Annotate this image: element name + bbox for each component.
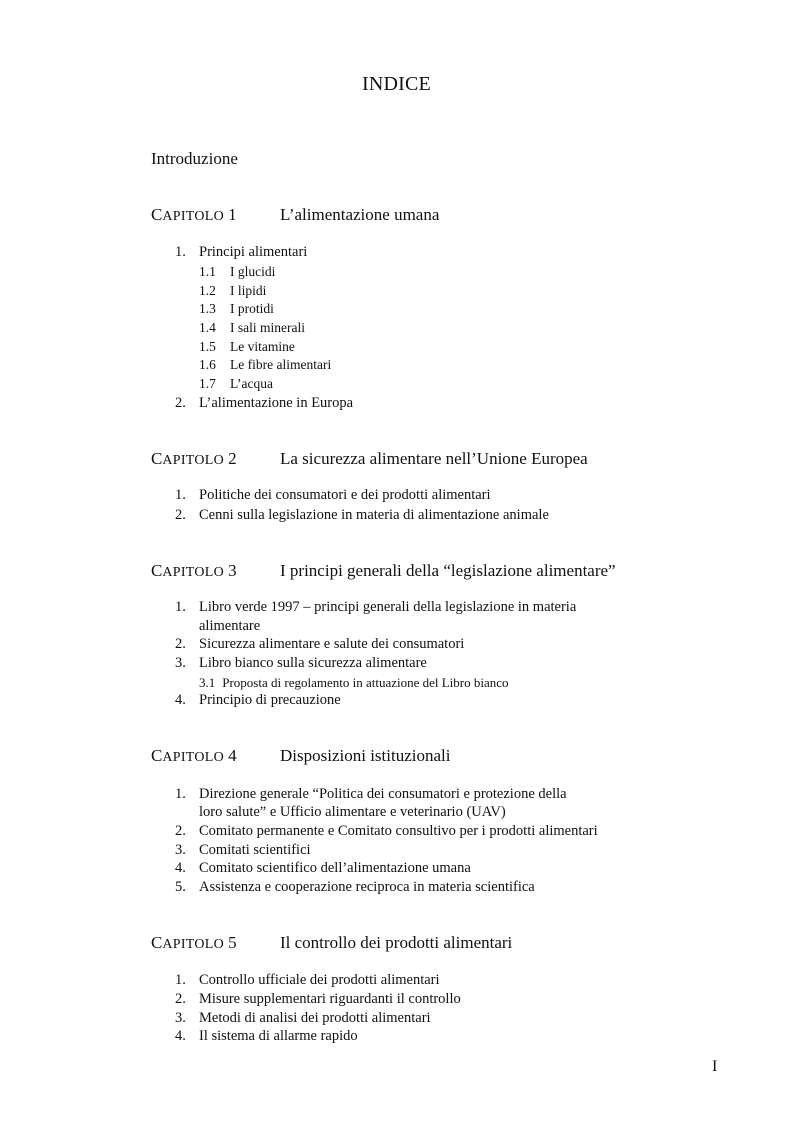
toc-subentry[interactable]: 3.1 Proposta di regolamento in attuazione del Libro bianco (199, 675, 509, 690)
chapter-3-label: CAPITOLO 3 (151, 561, 237, 580)
chapter-2-title[interactable]: La sicurezza alimentare nell’Unione Europea (280, 449, 588, 468)
chapter-5-title[interactable]: Il controllo dei prodotti alimentari (280, 933, 513, 952)
chapter-4-label: CAPITOLO 4 (151, 746, 237, 765)
toc-introduction[interactable]: Introduzione (151, 149, 238, 168)
toc-entry-continuation[interactable]: alimentare (199, 618, 261, 634)
page-title: INDICE (362, 73, 431, 95)
chapter-1-label: CAPITOLO 1 (151, 205, 237, 224)
page-number: I (712, 1058, 718, 1075)
chapter-2-label: CAPITOLO 2 (151, 449, 237, 468)
toc-entry-continuation[interactable]: loro salute” e Ufficio alimentare e veterinario (UAV) (199, 804, 506, 820)
chapter-3-title[interactable]: I principi generali della “legislazione alimentare” (280, 561, 616, 580)
chapter-5-label: CAPITOLO 5 (151, 933, 237, 952)
chapter-1-title[interactable]: L’alimentazione umana (280, 205, 440, 224)
chapter-4-title[interactable]: Disposizioni istituzionali (280, 746, 451, 765)
